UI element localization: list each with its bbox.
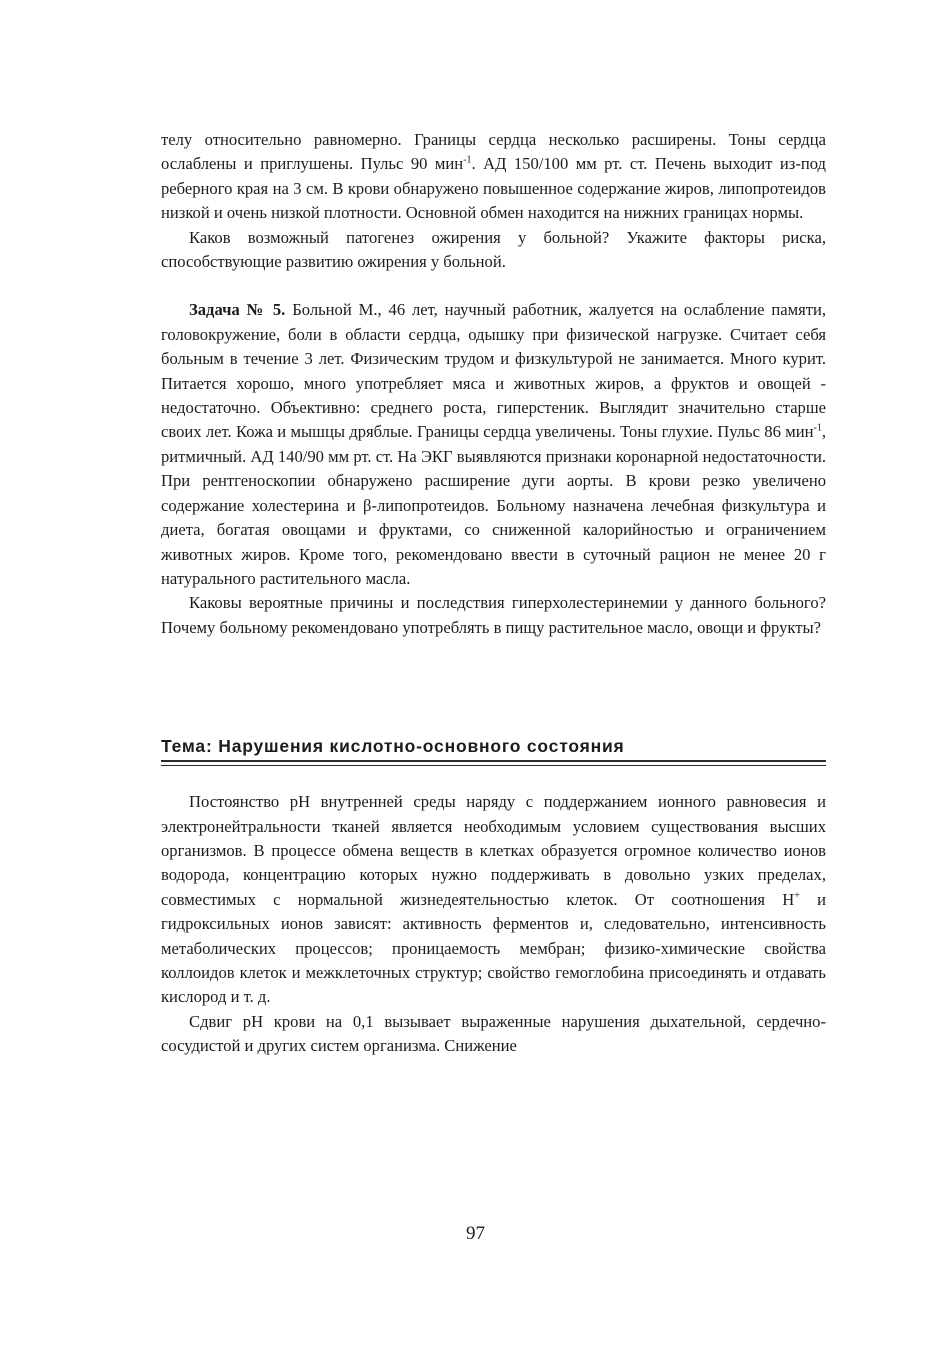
intro-text-1-rest: . АД 150/100 мм рт. ст. Печень выходит из-под реберного края на 3 см. В крови обнаружено повышенное содержание жиров, липопротеидов низкой и очень низкой плотности. Основной обмен находится на нижних границах нормы.: [161, 154, 826, 223]
task-5-paragraph-1: [161, 298, 826, 591]
intro-paragraph-2: Каков возможный патогенез ожирения у больной? Укажите факторы риска, способствующие развитию ожирения у больной.: [161, 227, 826, 272]
task-5-label: Задача № 5.: [189, 300, 286, 320]
section-text-a: Постоянство рН внутренней среды наряду с поддержанием ионного равновесия и электронейтральности тканей является необходимым условием существования высших организмов. В процессе обмена веществ в клетках образуется огромное количество ионов водорода, концентрацию которых нужно поддерживать в довольно узких пределах, совместимых с нормальной жизнедеятельностью клеток. От соотношения Н: [161, 792, 826, 909]
section-rule-thin: [161, 765, 826, 766]
section-paragraph-2: Сдвиг рН крови на 0,1 вызывает выраженные нарушения дыхательной, сердечно-сосудистой и других систем организма. Снижение: [161, 1011, 826, 1056]
page-content: [161, 128, 826, 1059]
section-text-b: и гидроксильных ионов зависят: активность ферментов и, следовательно, интенсивность метаболических процессов; проницаемость мембран; физико-химические свойства коллоидов клеток и межклеточных структур; свойство гемоглобина присоединять и отдавать кислород и т. д.: [161, 889, 827, 1007]
page-number: 97: [466, 1223, 485, 1244]
task-5-text-a: Больной М., 46 лет, научный работник, жалуется на ослабление памяти, головокружение, боли в области сердца, одышку при физической нагрузке. Считает себя больным в течение 3 лет. Физическим трудом и физкультурой не занимается. Много курит. Питается хорошо, много употребляет мяса и животных жиров, а фруктов и овощей - недостаточно. Объективно: среднего роста, гиперстеник. Выглядит значительно старше своих лет. Кожа и мышцы дряблые. Границы сердца увеличены. Тоны глухие. Пульс 86 мин: [161, 300, 826, 442]
task-5-question: Каковы вероятные причины и последствия гиперхолестеринемии у данного больного? Почему больному рекомендовано употреблять в пищу растительное масло, овощи и фрукты?: [161, 593, 826, 637]
ion-superscript: +: [794, 890, 800, 902]
intro-paragraph-1: [161, 128, 826, 226]
section-title: Тема: Нарушения кислотно-основного состояния: [161, 736, 625, 757]
unit-superscript: -1: [463, 154, 472, 166]
task-5-text-b: , ритмичный. АД 140/90 мм рт. ст. На ЭКГ выявляются признаки коронарной недостаточности. При рентгеноскопии обнаружено расширение дуги аорты. В крови резко увеличено содержание холестерина и β-липопротеидов. Больному назначена лечебная физкультура и диета, богатая овощами и фруктами, со сниженной калорийностью и ограничением животных жиров. Кроме того, рекомендовано ввести в суточный рацион не менее 20 г натурального растительного масла.: [161, 422, 826, 588]
section-rule-thick: [161, 760, 826, 762]
unit-superscript: -1: [813, 422, 822, 434]
section-paragraph-1: [161, 790, 826, 1010]
intro-text-1: телу относительно равномерно. Границы сердца несколько расширены. Тоны сердца ослаблены и приглушены. Пульс 90 мин: [161, 130, 826, 174]
section-body: [161, 790, 826, 1058]
